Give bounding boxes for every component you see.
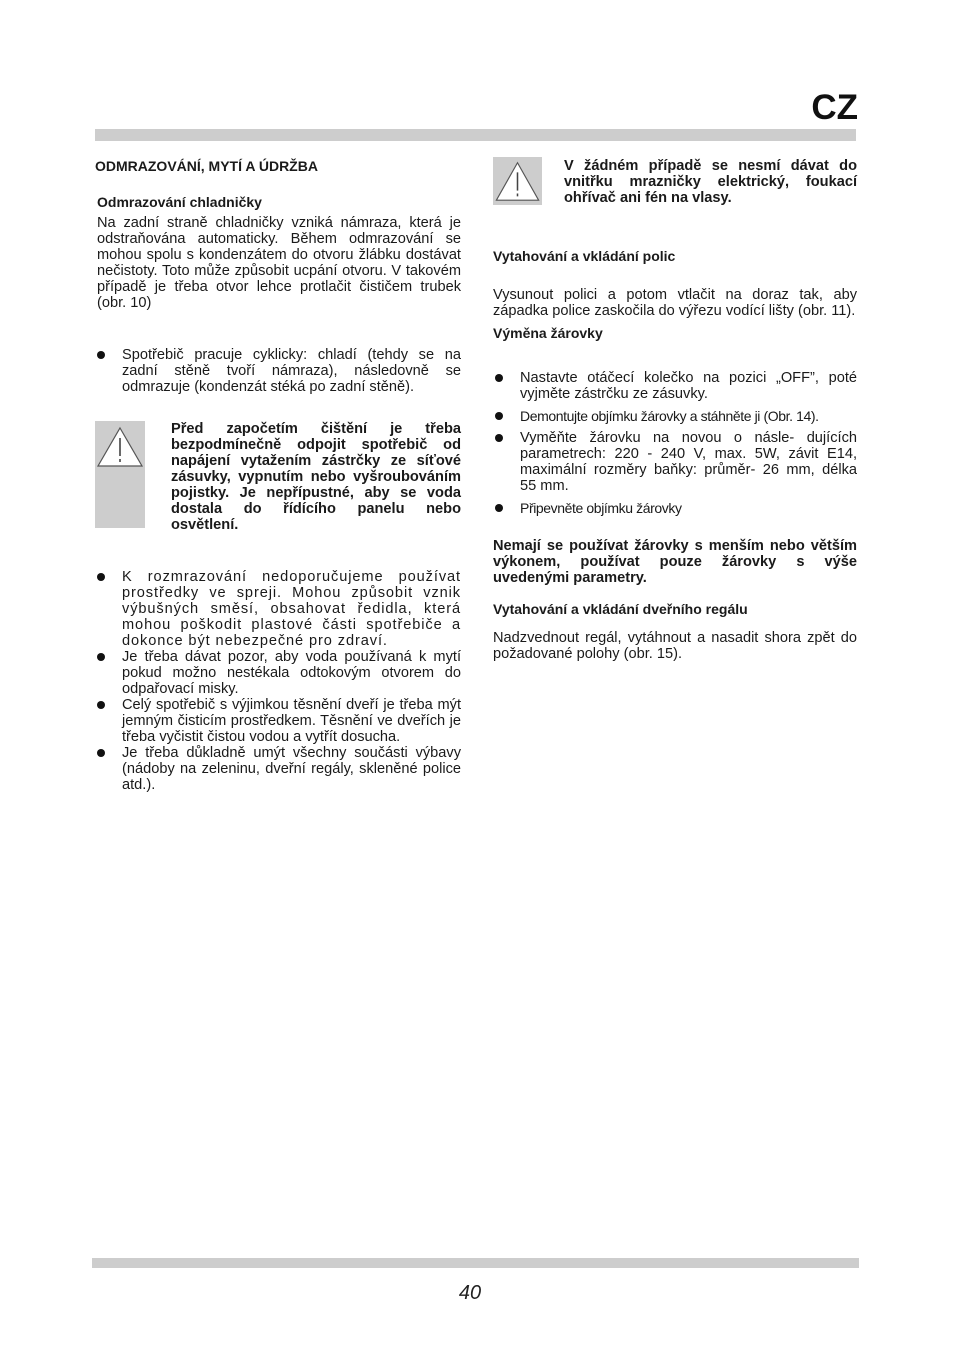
footer-divider-bar xyxy=(92,1258,859,1268)
bullet-icon xyxy=(97,573,105,581)
bullet-icon xyxy=(97,653,105,661)
page-number: 40 xyxy=(458,1282,482,1304)
cleaning-list xyxy=(95,569,461,793)
left-column xyxy=(95,157,461,793)
door-shelf-title: Vytahování a vkládání dveřního regálu xyxy=(493,601,748,617)
list-item: Vyměňte žárovku na novou o násle- dujících parametrech: 220 - 240 V, max. 5W, závit E14, maximální rozměry baňky: průměr- 26 mm, délka 55 mm. xyxy=(493,430,857,494)
list-item: Spotřebič pracuje cyklicky: chladí (tehdy se na zadní stěně tvoří námraza), následovně se odmrazuje (kondenzát stéká po zadní stěně). xyxy=(95,347,461,395)
warning-box xyxy=(95,421,145,528)
heater-warning xyxy=(493,157,857,206)
warning-triangle-icon xyxy=(493,157,542,205)
bullet-icon xyxy=(495,374,503,382)
list-item: Je třeba dávat pozor, aby voda používaná k mytí pokud možno nestékala odtokovým otvorem do odpařovací misky. xyxy=(95,649,461,697)
bullet-icon xyxy=(97,351,105,359)
list-item: Demontujte objímku žárovky a stáhněte ji (Obr. 14). xyxy=(493,408,857,424)
cleaning-warning xyxy=(95,421,461,533)
right-column xyxy=(493,157,857,662)
bulb-warning: Nemají se používat žárovky s menším nebo větším výkonem, používat pouze žárovky s výše uvedenými parametry. xyxy=(493,538,857,586)
warning-triangle-icon xyxy=(95,421,145,471)
defrost-text: Na zadní straně chladničky vzniká námraza, která je odstraňována automaticky. Během odmrazování se mohou spolu s kondenzátem do otvoru žlábku dostávat nečistoty. Toto může způsobit ucpání otvoru. V takovém případě je třeba otvor lehce protlačit čističem trubek (obr. 10) xyxy=(97,215,461,311)
defrost-title: Odmrazování chladničky xyxy=(97,194,262,210)
bulb-title: Výměna žárovky xyxy=(493,325,603,341)
warning-text: V žádném případě se nesmí dávat do vnitřku mrazničky elektrický, foukací ohřívač ani fén na vlasy. xyxy=(564,158,857,206)
bullet-icon xyxy=(97,749,105,757)
header-divider-bar xyxy=(95,129,856,141)
warning-box xyxy=(493,157,542,205)
shelves-title: Vytahování a vkládání polic xyxy=(493,248,676,264)
section-heading: ODMRAZOVÁNÍ, MYTÍ A ÚDRŽBA xyxy=(95,158,318,174)
bullet-icon xyxy=(495,504,503,512)
bulb-list xyxy=(493,370,857,516)
bullet-icon xyxy=(495,412,503,420)
bullet-icon xyxy=(97,701,105,709)
warning-text: Před započetím čištění je třeba bezpodmínečně odpojit spotřebič od napájení vytažením zástrčky ze síťové zásuvky, vypnutím nebo vyšroubováním pojistky. Je nepřípustné, aby se voda dostala do řídícího panelu nebo osvětlení. xyxy=(171,421,461,533)
list-item: K rozmrazování nedoporučujeme používat prostředky ve spreji. Mohou způsobit vznik výbušných směsí, obsahovat ředidla, která mohou poškodit plastové části spotřebiče a dokonce být nebezpečné pro zdraví. xyxy=(95,569,461,649)
list-item: Celý spotřebič s výjimkou těsnění dveří je třeba mýt jemným čisticím prostředkem. Těsnění ve dveřích je třeba vyčistit čistou vodou a vytřít dosucha. xyxy=(95,697,461,745)
language-code: CZ xyxy=(811,88,858,127)
list-item: Připevněte objímku žárovky xyxy=(493,500,857,516)
list-item: Je třeba důkladně umýt všechny součásti výbavy (nádoby na zeleninu, dveřní regály, skleněné police atd.). xyxy=(95,745,461,793)
bullet-icon xyxy=(495,434,503,442)
door-shelf-text: Nadzvednout regál, vytáhnout a nasadit shora zpět do požadované polohy (obr. 15). xyxy=(493,630,857,662)
shelves-text: Vysunout polici a potom vtlačit na doraz tak, aby západka police zaskočila do výřezu vodící lišty (obr. 11). xyxy=(493,287,857,319)
cycle-list xyxy=(95,347,461,395)
list-item: Nastavte otáčecí kolečko na pozici „OFF”, poté vyjměte zástrčku ze zásuvky. xyxy=(493,370,857,402)
